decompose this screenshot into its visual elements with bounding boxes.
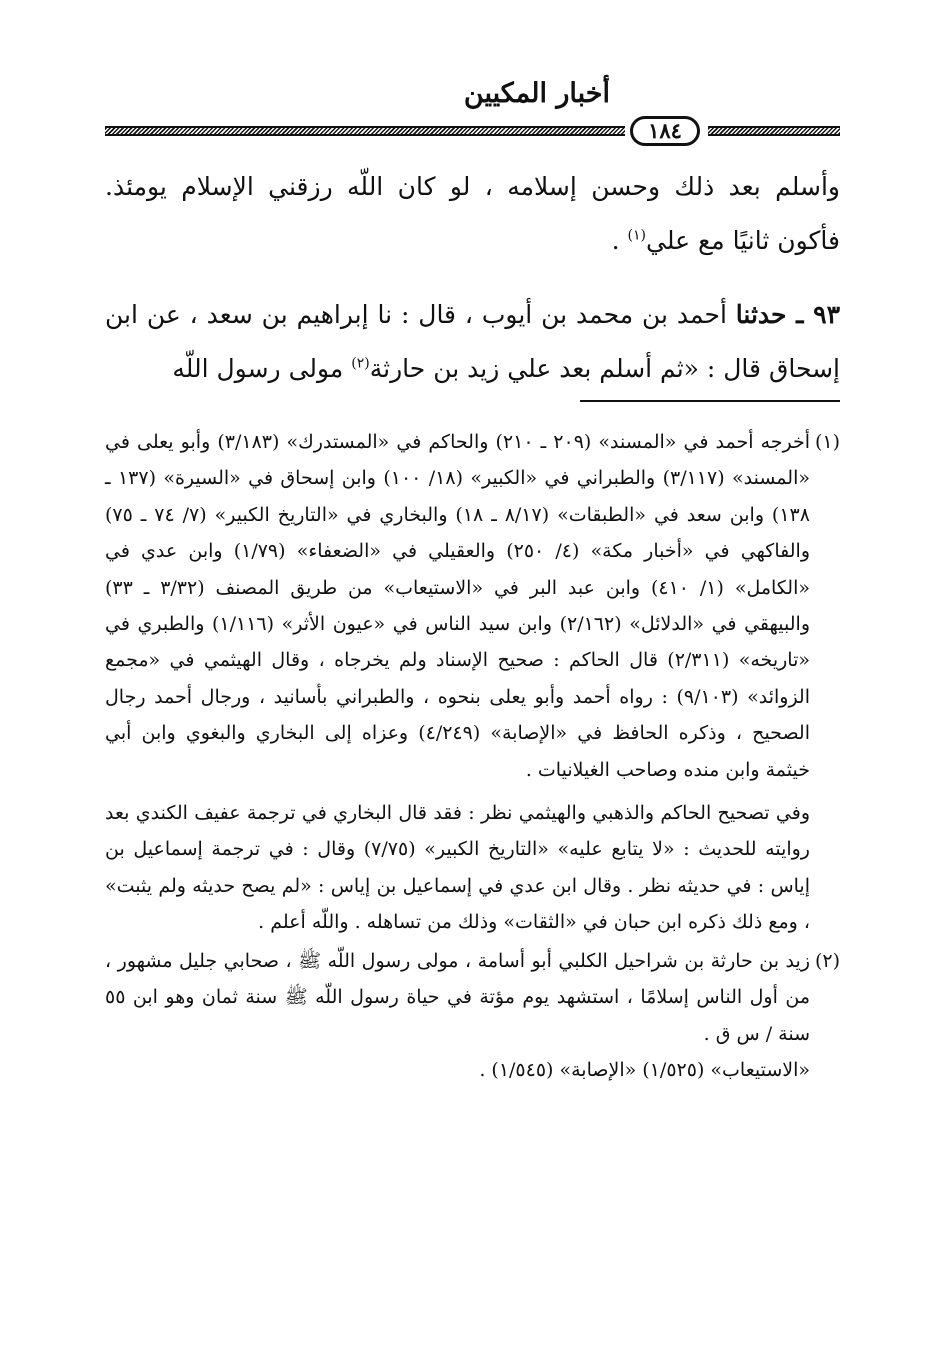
footnote-text: «الاستيعاب» (١/٥٢٥) «الإصابة» (١/٥٤٥) . xyxy=(479,1058,810,1081)
main-text xyxy=(105,160,840,396)
footnote-item xyxy=(105,943,840,1089)
footnote-text: وفي تصحيح الحاكم والذهبي والهيثمي نظر : فقد قال البخاري في ترجمة عفيف الكندي بعد روايته للحديث : «لا يتابع عليه» «التاريخ الكبير» (٧/٧٥) وقال : في ترجمة إسماعيل بن إياس : في حديثه نظر . وقال ابن عدي في إسماعيل بن إياس : «لم يصح حديثه ولم يثبت» ، ومع ذلك ذكره ابن حبان في «الثقات» وذلك من تساهله . واللّه أعلم . xyxy=(105,802,810,934)
page-number: ١٨٤ xyxy=(630,116,700,146)
footnotes xyxy=(105,424,840,1088)
footnote-item xyxy=(105,424,840,941)
paragraph-end: . xyxy=(611,226,628,255)
footnote-ref: (١) xyxy=(627,227,646,244)
footnote-divider xyxy=(580,400,840,402)
main-paragraph xyxy=(105,160,840,268)
header-hatch-right xyxy=(708,126,840,136)
running-title: أخبار المكيين xyxy=(463,78,610,109)
paragraph-text: مولى رسول اللّه xyxy=(172,354,352,383)
hadith-number: ٩٣ xyxy=(813,300,840,329)
footnote-ref: (٢) xyxy=(351,355,370,372)
footnote-body xyxy=(105,943,810,1089)
hadith-keyword: حدثنا xyxy=(735,300,787,329)
paragraph-text: أحمد بن محمد بن أيوب ، قال : نا إبراهيم بن سعد ، عن ابن إسحاق قال : «ثم أسلم بعد علي زيد بن حارثة xyxy=(105,300,840,383)
footnote-marker: (١) xyxy=(814,431,840,453)
footnote-text: زيد بن حارثة بن شراحيل الكلبي أبو أسامة ، مولى رسول اللّه ﷺ ، صحابي جليل مشهور ، من أول الناس إسلامًا ، استشهد يوم مؤتة في حياة رسول اللّه ﷺ سنة ثمان وهو ابن ٥٥ سنة / س ق . xyxy=(105,949,810,1045)
footnote-text: أخرجه أحمد في «المسند» (٢٠٩ ـ ٢١٠) والحاكم في «المستدرك» (٣/١٨٣) وأبو يعلى في «المسند» (٣/١١٧) والطبراني في «الكبير» (١٨/ ١٠٠) وابن إسحاق في «السيرة» (١٣٧ ـ ١٣٨) وابن سعد في «الطبقات» (٨/١٧ ـ ١٨) والبخاري في «التاريخ الكبير» (٧/ ٧٤ ـ ٧٥) والفاكهي في «أخبار مكة» (٤/ ٢٥٠) والعقيلي في «الضعفاء» (١/٧٩) وابن عدي في «الكامل» (١/ ٤١٠) وابن عبد البر في «الاستيعاب» من طريق المصنف (٣/٣٢ ـ ٣٣) والبيهقي في «الدلائل» (٢/١٦٢) وابن سيد الناس في «عيون الأثر» (١/١١٦) والطبري في «تاريخه» (٢/٣١١) قال الحاكم : صحيح الإسناد ولم يخرجاه ، وقال الهيثمي في «مجمع الزوائد» (٩/١٠٣) : رواه أحمد وأبو يعلى بنحوه ، والطبراني بأسانيد ، ورجال أحمد رجال الصحيح ، وذكره الحافظ في «الإصابة» (٤/٢٤٩) وعزاه إلى البخاري والبغوي وابن أبي خيثمة وابن منده وصاحب الغيلانيات . xyxy=(105,431,811,781)
header-hatch-left xyxy=(105,126,625,136)
header-ornament-rule xyxy=(105,116,840,146)
footnote-body xyxy=(105,424,810,941)
hadith-paragraph: ٩٣ ـ حدثنا أحمد بن محمد بن أيوب ، قال : نا إبراهيم بن سعد ، عن ابن إسحاق قال : «ثم أسلم بعد علي زيد بن حارثة$^{(٢)}$ مولى رسول اللّه xyxy=(105,300,840,383)
paragraph-text: وأسلم بعد ذلك وحسن إسلامه ، لو كان اللّه رزقني الإسلام يومئذ. فأكون ثانيًا مع علي xyxy=(105,172,840,255)
footnote-marker: (٢) xyxy=(814,949,840,972)
